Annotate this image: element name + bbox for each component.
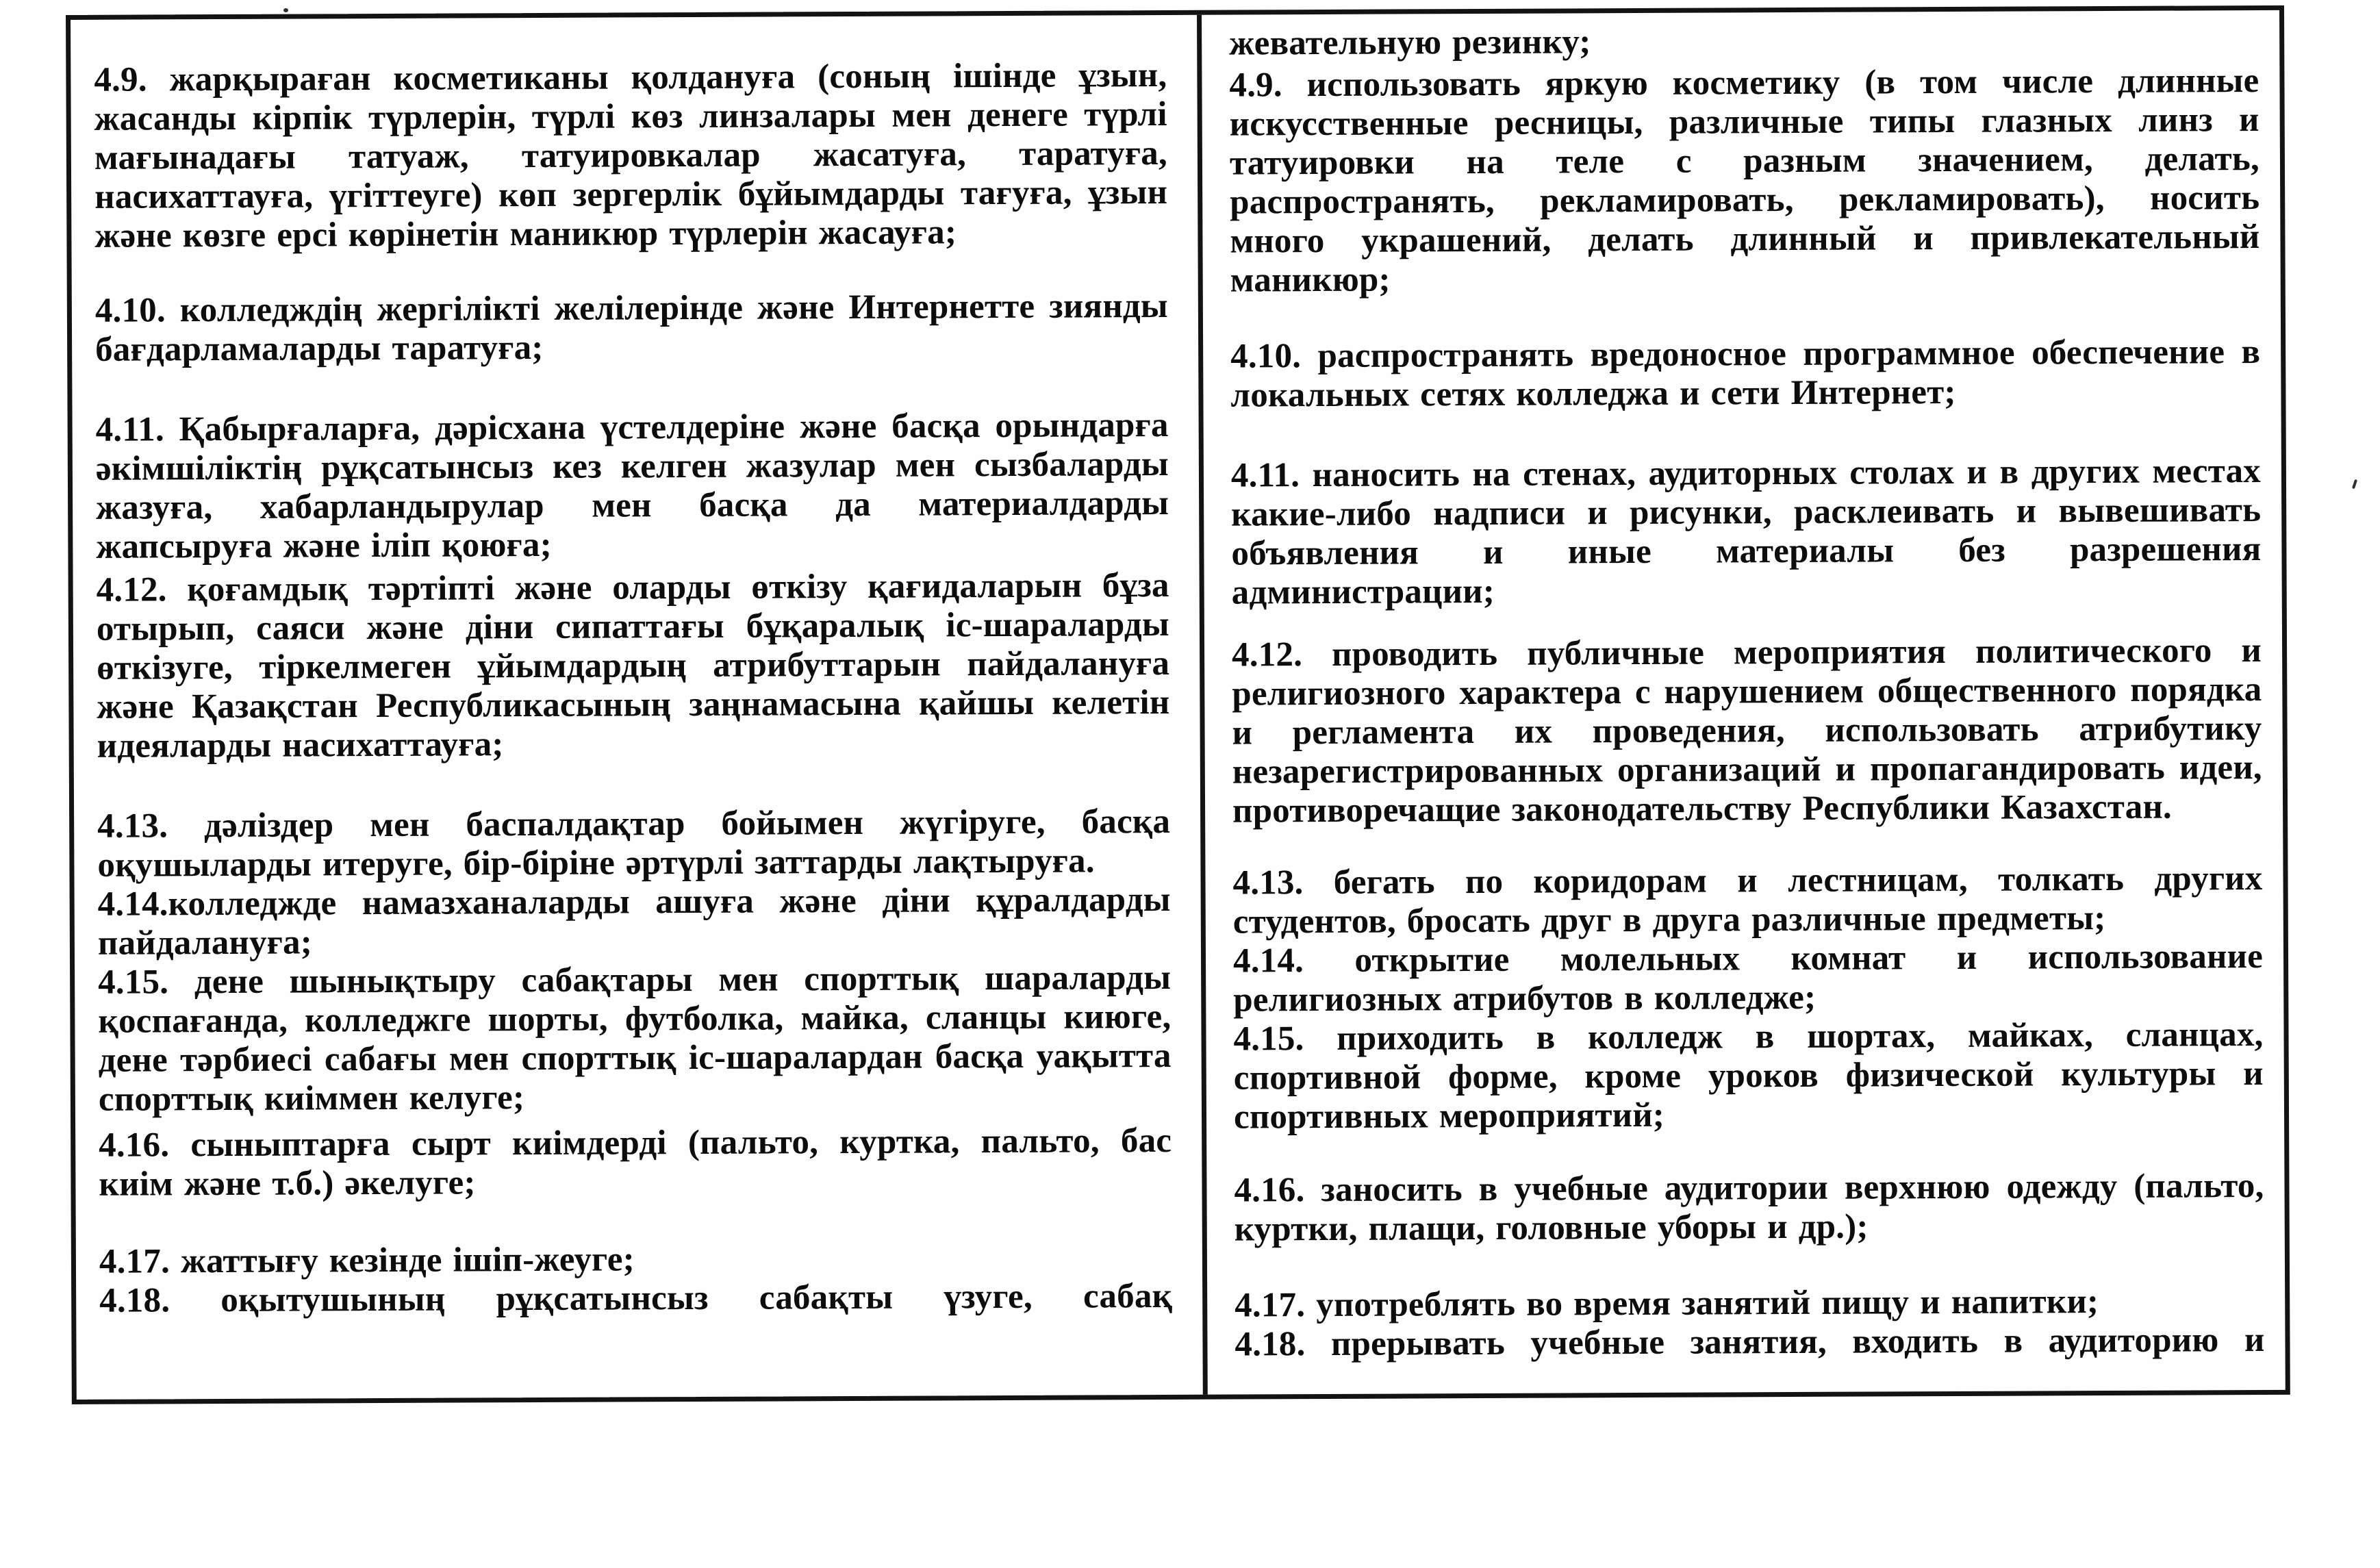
paragraph-ru-continuation: жевательную резинку; — [1229, 23, 1591, 63]
paragraph-ru-4.9: 4.9. использовать яркую косметику (в том числе длинные искусственные ресницы, различные типы глазных линз и татуировки на теле с разным значением, делать, распространять, рекламировать, рекламировать), носить много украшений, делать длинный и привлекательный маникюр; — [1229, 62, 2260, 300]
column-kazakh — [71, 15, 1208, 1400]
paragraph-ru-4.11: 4.11. наносить на стенах, аудиторных столах и в других местах какие-либо надписи и рисунки, расклеивать и вывешивать объявления и иные материалы без разрешения администрации; — [1230, 452, 2262, 612]
paragraph-kk-4.9: 4.9. жарқыраған косметиканы қолдануға (соның ішінде ұзын, жасанды кірпік түрлерін, түрлі көз линзалары мен денеге түрлі мағынадағы татуаж, татуировкалар жасатуға, таратуға, насихаттауға, үгіттеуге) көп зергерлік бұйымдарды тағуға, ұзын және көзге ерсі көрінетін маникюр түрлерін жасауға; — [94, 55, 1168, 255]
paragraph-kk-4.16: 4.16. сыныптарға сырт киімдерді (пальто, куртка, пальто, бас киім және т.б.) әкелуге; — [99, 1121, 1172, 1204]
paragraph-ru-4.10: 4.10. распространять вредоносное программное обеспечение в локальных сетях колледжа и сети Интернет; — [1230, 333, 2261, 415]
paragraph-ru-4.13: 4.13. бегать по коридорам и лестницам, толкать других студентов, бросать друг в друга различные предметы; — [1232, 859, 2263, 941]
rules-table — [66, 5, 2290, 1404]
column-russian — [1202, 10, 2286, 1395]
paragraph-ru-4.14: 4.14. открытие молельных комнат и использование религиозных атрибутов в колледже; — [1232, 937, 2264, 1020]
paragraph-ru-4.16: 4.16. заносить в учебные аудитории верхнюю одежду (пальто, куртки, плащи, головные уборы и др.); — [1234, 1167, 2264, 1249]
scan-speck — [283, 8, 288, 12]
paragraph-kk-4.15: 4.15. дене шынықтыру сабақтары мен спорттық шараларды қоспағанда, колледжге шорты, футболка, майка, сланцы киюге, дене тәрбиесі сабағы мен спорттық іс-шаралардан басқа уақытта спорттық киіммен келуге; — [98, 958, 1172, 1119]
paragraph-kk-4.12: 4.12. қоғамдық тәртіпті және оларды өткізу қағидаларын бұза отырып, саяси және діни сипаттағы бұқаралық іс-шараларды өткізуге, тіркелмеген ұйымдардың атрибуттарын пайдалануға және Қазақстан Республикасының заңнамасына қайшы келетін идеяларды насихаттауға; — [96, 566, 1170, 766]
paragraph-kk-4.10: 4.10. колледждің жергілікті желілерінде және Интернетте зиянды бағдарламаларды таратуға; — [94, 286, 1168, 369]
paragraph-ru-4.12: 4.12. проводить публичные мероприятия политического и религиозного характера с нарушением общественного порядка и регламента их проведения, использовать атрибутику незарегистрированных организаций и пропагандировать идеи, противоречащие законодательству Республики Казахстан. — [1231, 631, 2262, 831]
scan-speck — [2352, 479, 2357, 490]
paragraph-ru-4.17: 4.17. употреблять во время занятий пищу и напитки; — [1235, 1282, 2099, 1325]
paragraph-kk-4.13: 4.13. дәліздер мен баспалдақтар бойымен жүгіруге, басқа оқушыларды итеруге, бір-біріне әртүрлі заттарды лақтыруға. — [97, 802, 1171, 885]
paragraph-kk-4.18: 4.18. оқытушының рұқсатынсыз сабақты үзуге, сабақ — [99, 1276, 1173, 1320]
paragraph-ru-4.15: 4.15. приходить в колледж в шортах, майках, сланцах, спортивной форме, кроме уроков физической культуры и спортивных мероприятий; — [1233, 1015, 2264, 1137]
paragraph-kk-4.17: 4.17. жаттығу кезінде ішіп-жеуге; — [99, 1240, 635, 1281]
paragraph-kk-4.14: 4.14.колледжде намазханаларды ашуға және діни құралдарды пайдалануға; — [97, 880, 1171, 963]
paragraph-ru-4.18: 4.18. прерывать учебные занятия, входить в аудиторию и — [1235, 1321, 2265, 1364]
paragraph-kk-4.11: 4.11. Қабырғаларға, дәрісхана үстелдеріне және басқа орындарға әкімшіліктің рұқсатынсыз кез келген жазулар мен сызбаларды жазуға, хабарландырулар мен басқа да материалдарды жапсыруға және іліп қоюға; — [95, 405, 1169, 566]
